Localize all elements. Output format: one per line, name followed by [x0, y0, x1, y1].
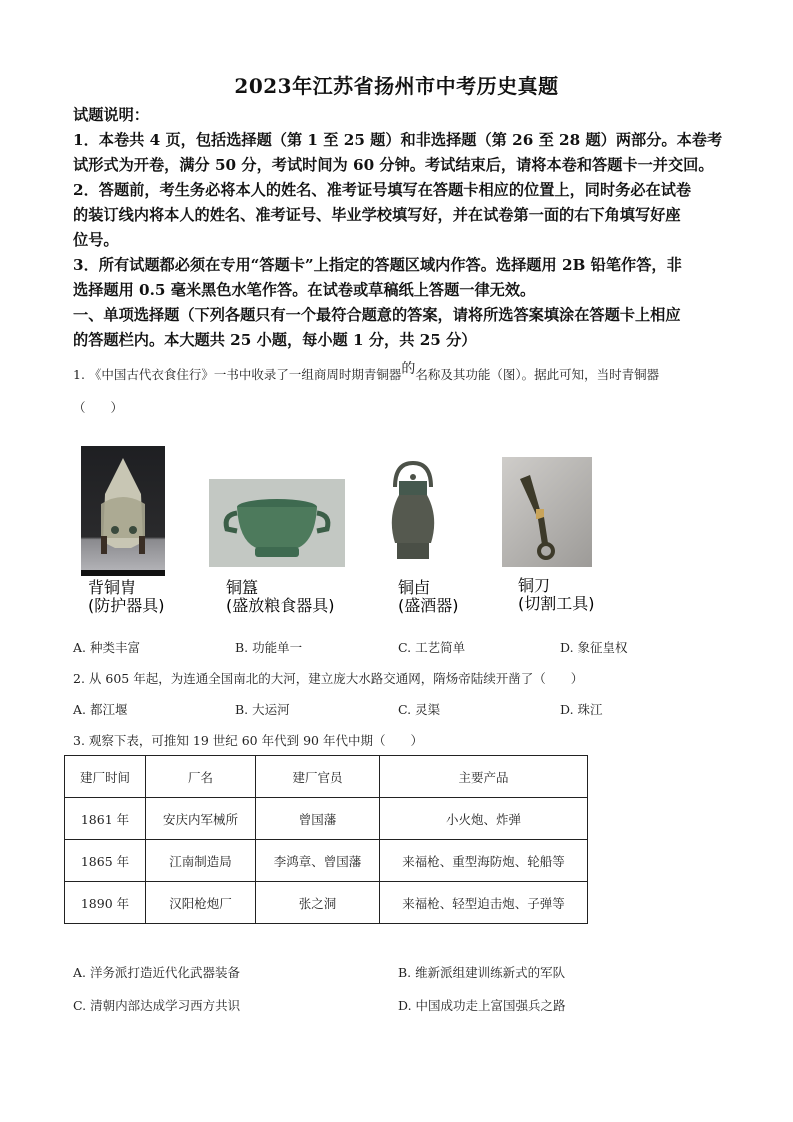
table-cell: 1890 年 [65, 882, 146, 924]
instruction-line: 选择题用 0.5 毫米黑色水笔作答。在试卷或草稿纸上答题一律无效。 [73, 281, 536, 299]
table-cell: 来福枪、重型海防炮、轮船等 [380, 840, 588, 882]
section-heading: 一、单项选择题（下列各题只有一个最符合题意的答案，请将所选答案填涂在答题卡上相应 [73, 306, 681, 324]
table-cell: 1861 年 [65, 798, 146, 840]
table-header: 厂名 [146, 756, 256, 798]
bronze-knife-image [502, 457, 592, 567]
option-b[interactable]: B. 功能单一 [235, 640, 303, 655]
factory-table [64, 755, 588, 924]
instruction-line: 1．本卷共 4 页，包括选择题（第 1 至 25 题）和非选择题（第 26 至 28 题）两部分。本卷考 [73, 131, 723, 149]
option-a[interactable]: A. 都江堰 [73, 702, 128, 717]
table-cell: 小火炮、炸弹 [380, 798, 588, 840]
table-cell: 李鸿章、曾国藩 [256, 840, 380, 882]
question-3-stem: 3. 观察下表，可推知 19 世纪 60 年代到 90 年代中期（ ） [73, 733, 423, 748]
table-cell: 安庆内军械所 [146, 798, 256, 840]
figure-label-gui: 铜簋 (盛放粮食器具) [226, 578, 335, 615]
question-1-stem: 1. 《中国古代衣食住行》一书中收录了一组商周时期青铜器的名称及其功能（图）。据此可知，当时青铜器 [73, 361, 660, 382]
instruction-line: 3．所有试题都必须在专用“答题卡”上指定的答题区域内作答。选择题用 2B 铅笔作答，非 [73, 256, 682, 274]
option-b[interactable]: B. 大运河 [235, 702, 290, 717]
instruction-line: 2．答题前，考生务必将本人的姓名、准考证号填写在答题卡相应的位置上，同时务必在试卷 [73, 181, 692, 199]
bronze-you-image [385, 457, 441, 572]
table-header: 建厂官员 [256, 756, 380, 798]
table-cell: 1865 年 [65, 840, 146, 882]
table-cell: 江南制造局 [146, 840, 256, 882]
table-header: 主要产品 [380, 756, 588, 798]
table-header-row [65, 756, 588, 798]
figure-label-you: 铜卣 (盛酒器) [398, 578, 459, 615]
option-a[interactable]: A. 洋务派打造近代化武器装备 [73, 965, 240, 980]
option-a[interactable]: A. 种类丰富 [73, 640, 140, 655]
table-row [65, 882, 588, 924]
instruction-line: 试形式为开卷，满分 50 分，考试时间为 60 分钟。考试结束后，请将本卷和答题卡一并交回。 [73, 156, 714, 174]
option-d[interactable]: D. 象征皇权 [560, 640, 628, 655]
table-cell: 汉阳枪炮厂 [146, 882, 256, 924]
instructions-heading: 试题说明： [73, 106, 149, 124]
page-title: 2023年江苏省扬州市中考历史真题 [234, 74, 559, 98]
figure-label-helmet: 背铜胄 (防护器具) [88, 578, 165, 615]
option-b[interactable]: B. 维新派组建训练新式的军队 [398, 965, 566, 980]
bronze-helmet-image [81, 446, 165, 576]
option-d[interactable]: D. 珠江 [560, 702, 603, 717]
instructions [73, 103, 733, 353]
table-cell: 曾国藩 [256, 798, 380, 840]
option-c[interactable]: C. 清朝内部达成学习西方共识 [73, 998, 241, 1013]
option-c[interactable]: C. 工艺简单 [398, 640, 466, 655]
figure-label-knife: 铜刀 (切割工具) [518, 576, 595, 613]
table-header: 建厂时间 [65, 756, 146, 798]
table-row [65, 798, 588, 840]
instruction-line: 位号。 [73, 231, 119, 249]
question-2-stem: 2. 从 605 年起，为连通全国南北的大河，建立庞大水路交通网，隋炀帝陆续开凿了（ ） [73, 671, 584, 686]
question-1-blank: （ ） [73, 400, 124, 415]
instruction-line: 的装订线内将本人的姓名、准考证号、毕业学校填写好，并在试卷第一面的右下角填写好座 [73, 206, 681, 224]
table-cell: 张之洞 [256, 882, 380, 924]
table-cell: 来福枪、轻型迫击炮、子弹等 [380, 882, 588, 924]
option-d[interactable]: D. 中国成功走上富国强兵之路 [398, 998, 566, 1013]
section-heading: 的答题栏内。本大题共 25 小题，每小题 1 分，共 25 分） [73, 331, 477, 349]
table-row [65, 840, 588, 882]
option-c[interactable]: C. 灵渠 [398, 702, 441, 717]
bronze-gui-image [209, 479, 345, 567]
